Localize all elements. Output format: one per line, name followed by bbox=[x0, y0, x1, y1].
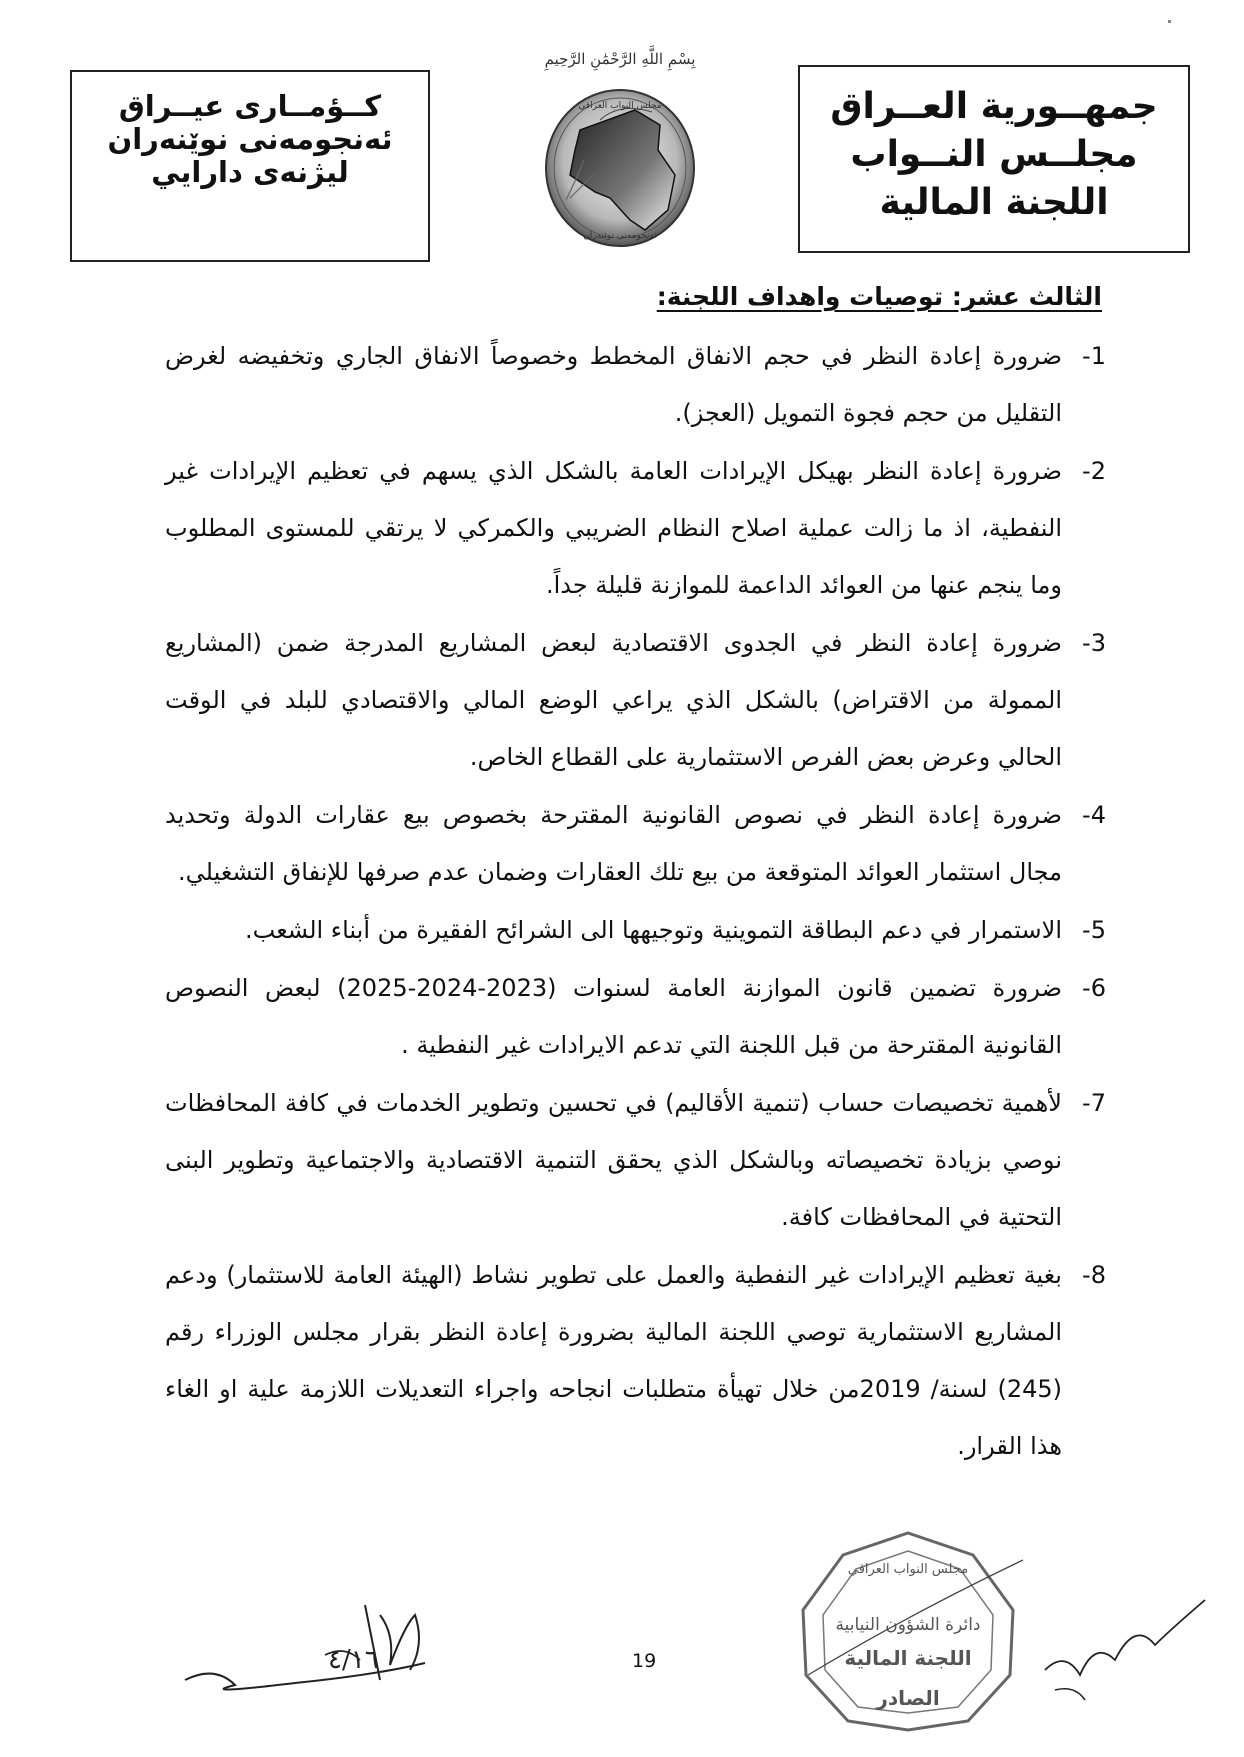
handwritten-date: ٤/١٦ bbox=[328, 1645, 379, 1675]
item-number: 2- bbox=[1082, 457, 1106, 485]
item-text: ضرورة إعادة النظر في حجم الانفاق المخطط وخصوصاً الانفاق الجاري وتخفيضه لغرض التقليل من حجم فجوة التمويل (العجز). bbox=[165, 342, 1062, 427]
list-item bbox=[165, 1247, 1106, 1475]
scan-mark bbox=[1168, 20, 1171, 23]
item-number: 8- bbox=[1082, 1261, 1106, 1289]
emblem-top-text: مجلس النواب العراقي bbox=[578, 101, 662, 111]
header-kurdish-line-1: كــؤمــارى عيــراق bbox=[118, 89, 382, 123]
item-text: ضرورة تضمين قانون الموازنة العامة لسنوات (2023-2024-2025) لبعض النصوص القانونية المقترحة من قبل اللجنة التي تدعم الايرادات غير النفطية . bbox=[165, 974, 1063, 1059]
header-arabic-text bbox=[800, 83, 1188, 227]
item-number: 3- bbox=[1082, 629, 1106, 657]
header-kurdish-line-2: ئەنجومەنى نوێنەران bbox=[107, 122, 393, 156]
item-text: ضرورة إعادة النظر في نصوص القانونية المقترحة بخصوص بيع عقارات الدولة وتحديد مجال استثمار العوائد المتوقعة من بيع تلك العقارات وضمان عدم صرفها للإنفاق التشغيلي. bbox=[165, 801, 1062, 886]
list-item bbox=[165, 1075, 1106, 1246]
signature-right bbox=[1035, 1590, 1215, 1710]
emblem-bottom-text: ئەنجومەنی نوێنەران bbox=[583, 231, 657, 241]
item-number: 4- bbox=[1082, 801, 1106, 829]
header-box-kurdish bbox=[70, 70, 430, 262]
list-item bbox=[165, 615, 1106, 786]
header-kurdish-text bbox=[72, 90, 428, 189]
basmala: بِسْمِ اللَّهِ الرَّحْمَٰنِ الرَّحِيمِ bbox=[544, 50, 696, 68]
item-text: ضرورة إعادة النظر في الجدوى الاقتصادية لبعض المشاريع المدرجة ضمن (المشاريع الممولة من الاقتراض) بالشكل الذي يراعي الوضع المالي والاقتصادي للبلد في الوقت الحالي وعرض بعض الفرص الاستثمارية على القطاع الخاص. bbox=[165, 629, 1062, 771]
item-number: 1- bbox=[1082, 342, 1106, 370]
stamp-top-text: مجلس النواب العراقي bbox=[847, 1562, 969, 1577]
list-item bbox=[165, 902, 1106, 959]
list-item bbox=[165, 443, 1106, 614]
header-arabic-line-3: اللجنة المالية bbox=[879, 182, 1109, 223]
item-number: 5- bbox=[1082, 916, 1106, 944]
item-text: بغية تعظيم الإيرادات غير النفطية والعمل على تطوير نشاط (الهيئة العامة للاستثمار) ودعم المشاريع الاستثمارية توصي اللجنة المالية بضرورة إعادة النظر بقرار مجلس الوزراء رقم (245) لسنة/ 2019من خلال تهيأة متطلبات انجاحه واجراء التعديلات اللازمة علية او الغاء هذا القرار. bbox=[165, 1261, 1062, 1460]
item-text: ضرورة إعادة النظر بهيكل الإيرادات العامة بالشكل الذي يسهم في تعظيم الإيرادات غير النفطية، اذ ما زالت عملية اصلاح النظام الضريبي والكمركي لا يرتقي للمستوى المطلوب وما ينجم عنها من العوائد الداعمة للموازنة قليلة جداً. bbox=[165, 457, 1062, 599]
header-arabic-line-2: مجلــس النــواب bbox=[850, 134, 1138, 175]
item-number: 6- bbox=[1082, 974, 1106, 1002]
list-item bbox=[165, 328, 1106, 442]
page-number: 19 bbox=[632, 1650, 657, 1672]
header-box-arabic bbox=[798, 65, 1190, 253]
header-arabic-line-1: جمهــورية العــراق bbox=[830, 86, 1158, 127]
item-text: الاستمرار في دعم البطاقة التموينية وتوجيهها الى الشرائح الفقيرة من أبناء الشعب. bbox=[245, 916, 1062, 944]
parliament-emblem bbox=[530, 50, 710, 270]
stamp-mid-text: دائرة الشؤون النيابية bbox=[835, 1615, 981, 1635]
item-text: لأهمية تخصيصات حساب (تنمية الأقاليم) في تحسين وتطوير الخدمات في كافة المحافظات نوصي بزيادة تخصيصاته وبالشكل الذي يحقق التنمية الاقتصادية والاجتماعية وتطوير البنى التحتية في المحافظات كافة. bbox=[165, 1089, 1062, 1231]
stamp-bottom-text: الصادر bbox=[876, 1686, 940, 1710]
item-number: 7- bbox=[1082, 1089, 1106, 1117]
stamp-low-text: اللجنة المالية bbox=[844, 1646, 972, 1670]
signature-left bbox=[175, 1585, 475, 1705]
list-item bbox=[165, 787, 1106, 901]
list-item bbox=[165, 960, 1106, 1074]
iraq-map-icon bbox=[540, 80, 700, 250]
header-kurdish-line-3: ليژنەى دارايي bbox=[151, 155, 349, 189]
section-title: الثالث عشر: توصيات واهداف اللجنة: bbox=[656, 282, 1102, 311]
recommendations-list bbox=[165, 328, 1106, 1476]
official-stamp bbox=[788, 1525, 1028, 1735]
